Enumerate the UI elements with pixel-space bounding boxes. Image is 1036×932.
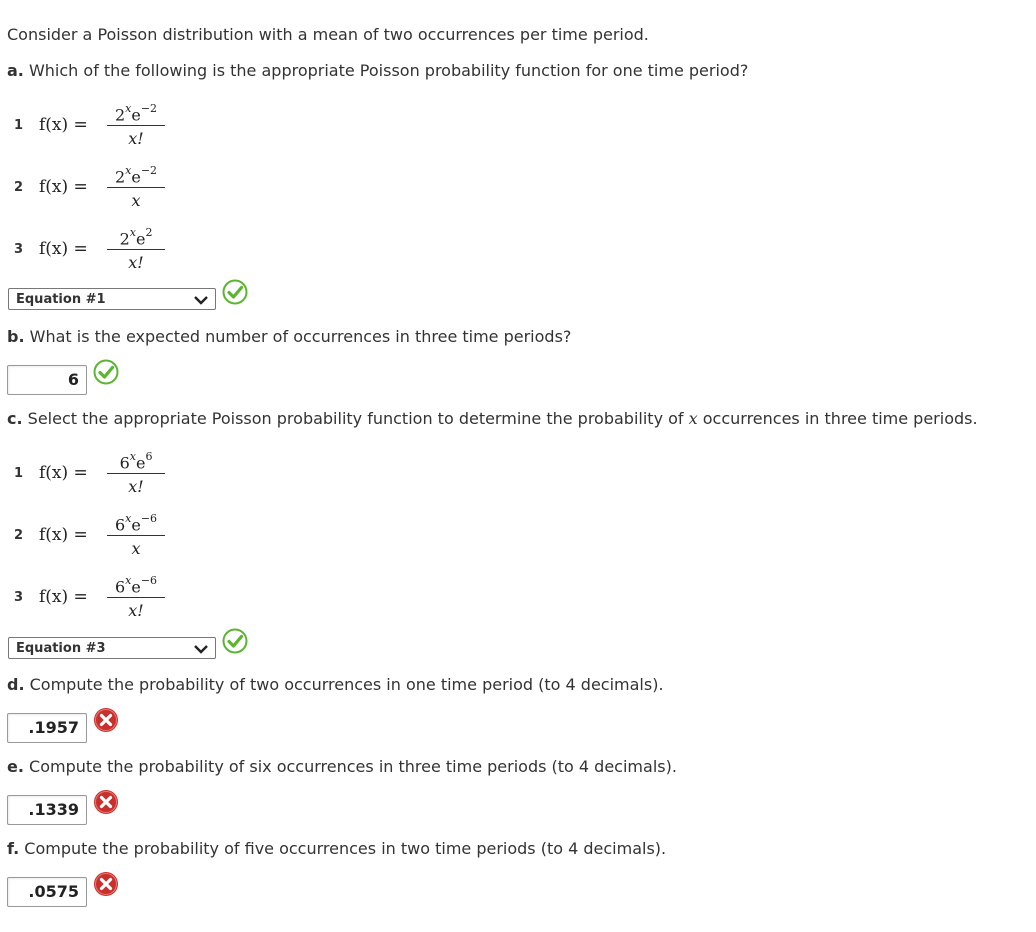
- option-lhs: f(x) =: [39, 587, 88, 607]
- equation-select-a[interactable]: [8, 288, 216, 310]
- question-b-text: What is the expected number of occurrences in three time periods?: [29, 327, 572, 346]
- correct-check-icon: [222, 279, 248, 305]
- question-f-text: Compute the probability of five occurrences in two time periods (to 4 decimals).: [24, 839, 667, 858]
- chevron-down-icon: [193, 641, 209, 657]
- equation-select-c-value: Equation #3: [16, 641, 106, 656]
- option-lhs: f(x) =: [39, 525, 88, 545]
- option-lhs: f(x) =: [39, 239, 88, 259]
- question-a-text: Which of the following is the appropriate Poisson probability function for one time period?: [28, 61, 749, 80]
- option-number: 3: [14, 242, 24, 257]
- question-b-label: b.: [7, 327, 25, 346]
- question-e-label: e.: [7, 757, 24, 776]
- fraction: $6^xe^{-6}$ x: [107, 509, 165, 560]
- incorrect-x-icon: [93, 707, 119, 733]
- question-d-label: d.: [7, 675, 25, 694]
- intro-text: Consider a Poisson distribution with a mean of two occurrences per time period.: [7, 25, 649, 44]
- question-c-text-pre: Select the appropriate Poisson probability function to determine the probability of: [27, 409, 689, 428]
- option-number: 2: [14, 180, 24, 195]
- question-a-label: a.: [7, 61, 24, 80]
- answer-e-input[interactable]: .1339: [7, 795, 87, 825]
- fraction: $6^xe^{-6}$ x!: [107, 571, 165, 622]
- correct-check-icon: [222, 628, 248, 654]
- chevron-down-icon: [193, 292, 209, 308]
- option-number: 3: [14, 590, 24, 605]
- option-number: 1: [14, 466, 24, 481]
- question-c-text-post: occurrences in three time periods.: [697, 409, 978, 428]
- option-lhs: f(x) =: [39, 115, 88, 135]
- option-number: 1: [14, 118, 24, 133]
- option-lhs: f(x) =: [39, 177, 88, 197]
- answer-b-input[interactable]: 6: [7, 365, 87, 395]
- question-f-label: f.: [7, 839, 20, 858]
- question-e: [7, 757, 677, 776]
- option-lhs: f(x) =: [39, 463, 88, 483]
- question-c-label: c.: [7, 409, 23, 428]
- question-c: [7, 409, 978, 428]
- equation-select-c[interactable]: [8, 637, 216, 659]
- question-c-var: x: [688, 409, 698, 428]
- question-a: [7, 61, 748, 80]
- fraction: $2^xe^{-2}$ x!: [107, 99, 165, 150]
- fraction: $2^xe^{-2}$ x: [107, 161, 165, 212]
- answer-d-input[interactable]: .1957: [7, 713, 87, 743]
- incorrect-x-icon: [93, 871, 119, 897]
- question-d: [7, 675, 664, 694]
- correct-check-icon: [93, 359, 119, 385]
- fraction: $2^xe^2$ x!: [107, 223, 165, 274]
- equation-select-a-value: Equation #1: [16, 292, 106, 307]
- question-f: [7, 839, 666, 858]
- question-e-text: Compute the probability of six occurrences in three time periods (to 4 decimals).: [29, 757, 677, 776]
- option-number: 2: [14, 528, 24, 543]
- fraction: $6^xe^6$ x!: [107, 447, 165, 498]
- incorrect-x-icon: [93, 789, 119, 815]
- answer-f-input[interactable]: .0575: [7, 877, 87, 907]
- question-d-text: Compute the probability of two occurrences in one time period (to 4 decimals).: [29, 675, 664, 694]
- question-b: [7, 327, 571, 346]
